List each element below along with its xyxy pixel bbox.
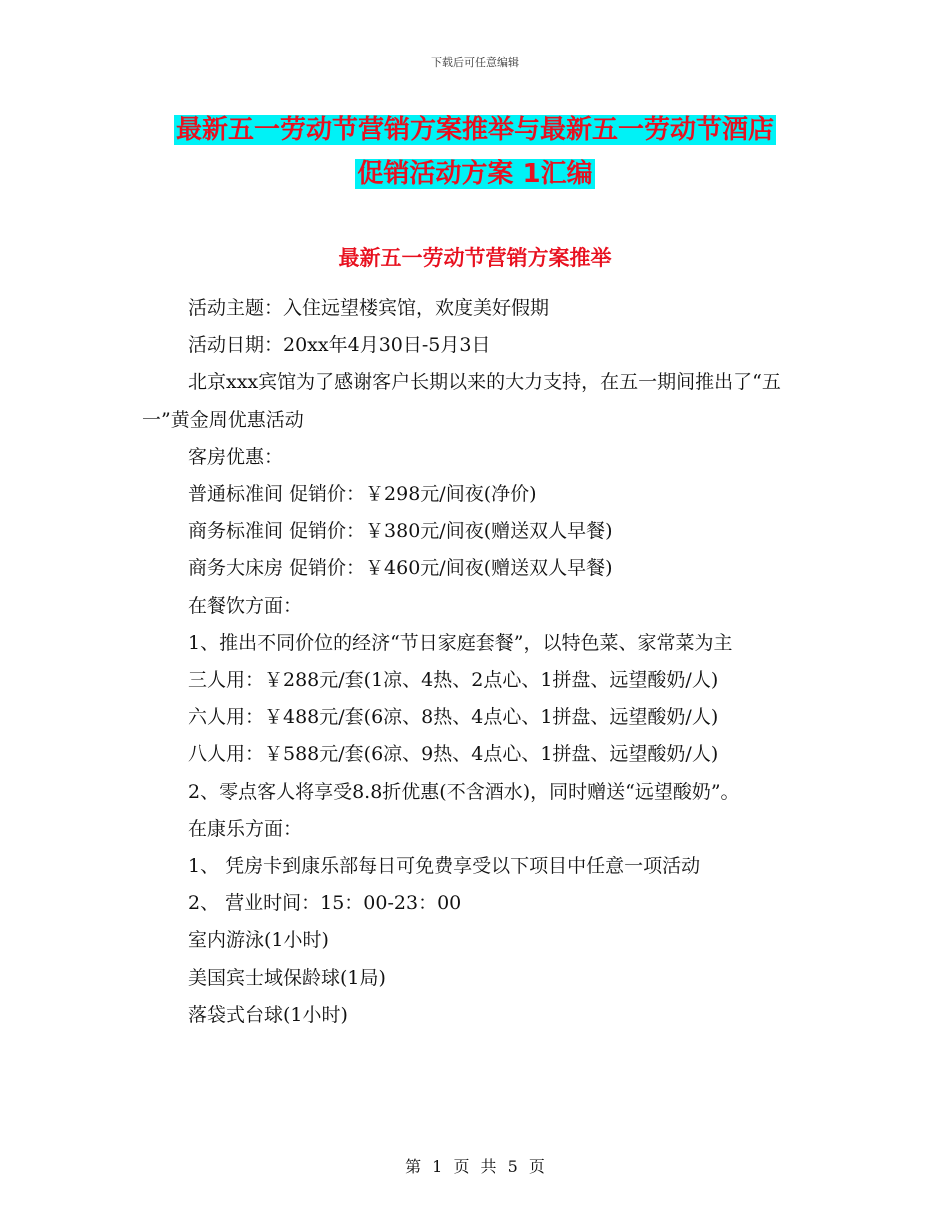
room-offer-business-standard: 商务标准间 促销价：￥380元/间夜(赠送双人早餐) [188,520,613,543]
document-title-line-2 [0,152,950,196]
room-offer-business-king: 商务大床房 促销价：￥460元/间夜(赠送双人早餐) [188,557,613,580]
page-footer: 第 1 页 共 5 页 [405,1157,545,1176]
set-meal-eight: 八人用：￥588元/套(6凉、9热、4点心、1拼盘、远望酸奶/人) [188,743,719,766]
document-title-line-2-text: 促销活动方案 1汇编 [357,159,593,189]
activity-billiards: 落袋式台球(1小时) [188,1003,348,1026]
dining-heading: 在餐饮方面： [188,594,303,617]
section-title: 最新五一劳动节营销方案推举 [338,246,612,270]
header-note: 下载后可任意编辑 [431,56,519,69]
activity-bowling: 美国宾士域保龄球(1局) [188,966,386,989]
room-offers-heading: 客房优惠： [188,445,284,468]
recreation-item-2: 2、 营业时间：15：00-23：00 [188,892,462,915]
document-title-line-1 [0,108,950,152]
activity-theme: 活动主题：入住远望楼宾馆，欢度美好假期 [188,297,550,319]
recreation-heading: 在康乐方面： [188,817,303,840]
set-meal-three: 三人用：￥288元/套(1凉、4热、2点心、1拼盘、远望酸奶/人) [188,669,719,692]
activity-date: 活动日期：20xx年4月30日-5月3日 [188,334,491,357]
recreation-item-1: 1、 凭房卡到康乐部每日可免费享受以下项目中任意一项活动 [188,855,701,878]
set-meal-six: 六人用：￥488元/套(6凉、8热、4点心、1拼盘、远望酸奶/人) [188,706,719,729]
room-offer-standard: 普通标准间 促销价：￥298元/间夜(净价) [188,483,537,506]
activity-swimming: 室内游泳(1小时) [188,929,329,952]
document-title-line-1-text: 最新五一劳动节营销方案推举与最新五一劳动节酒店 [175,115,774,145]
dining-item-1: 1、推出不同价位的经济“节日家庭套餐”，以特色菜、家常菜为主 [188,631,733,654]
intro-paragraph: 北京xxx宾馆为了感谢客户长期以来的大力支持，在五一期间推出了“五一”黄金周优惠活动 [142,371,781,431]
dining-item-2: 2、零点客人将享受8.8折优惠(不含酒水)，同时赠送“远望酸奶”。 [188,780,740,803]
document-body [142,290,812,1034]
